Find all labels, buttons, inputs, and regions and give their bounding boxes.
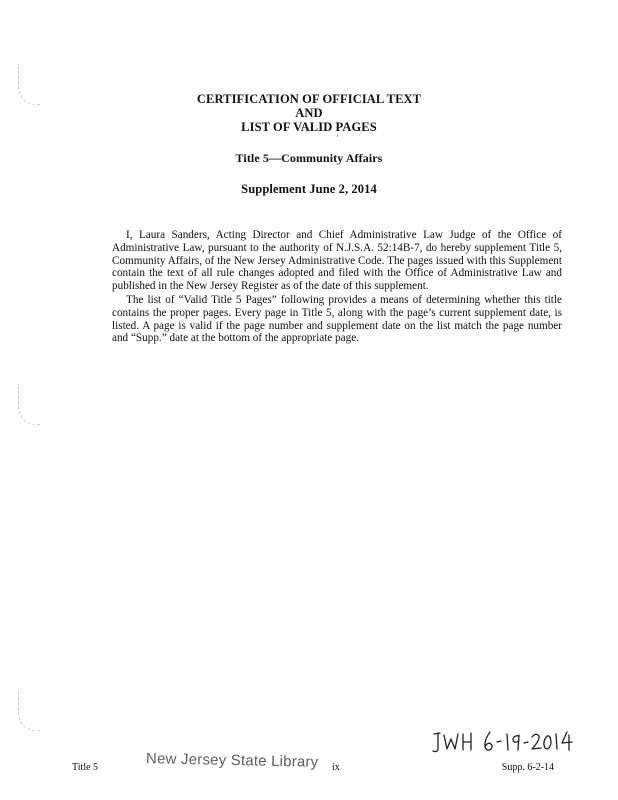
certification-paragraph: I, Laura Sanders, Acting Director and Chief Administrative Law Judge of the Office of Administrative Law, pursuant to the authority of N.J.S.A. 52:14B-7, do hereby supplement Title 5, Community Affairs, of the New Jersey Administrative Code. The pages issued with this Supplement contain the text of all rule changes adopted and filed with the Office of Administrative Law and published in the New Jersey Register as of the date of this supplement.: [112, 229, 562, 293]
valid-pages-heading: LIST OF VALID PAGES: [241, 120, 377, 134]
title-heading: Title 5—Community Affairs: [235, 151, 383, 165]
supplement-footer: Supp. 6-2-14: [501, 762, 554, 773]
heading-and: AND: [295, 106, 323, 120]
valid-pages-paragraph: The list of “Valid Title 5 Pages” following provides a means of determining whether this title contains the proper pages. Every page in Title 5, along with the page’s current supplement date, is listed. A page is valid if the page number and supplement date on the list match the page number and “Supp.” date at the bottom of the appropriate page.: [112, 294, 562, 345]
footer-title: Title 5: [72, 762, 99, 773]
handwritten-initials-date: [426, 722, 576, 758]
punch-hole-mark: [18, 384, 41, 425]
supplement-date-heading: Supplement June 2, 2014: [241, 182, 377, 196]
scan-speck: [337, 134, 338, 137]
library-stamp: New Jersey State Library: [145, 750, 319, 771]
punch-hole-mark: [18, 690, 41, 731]
certification-heading: CERTIFICATION OF OFFICIAL TEXT: [196, 92, 422, 106]
page-number: ix: [332, 762, 340, 773]
